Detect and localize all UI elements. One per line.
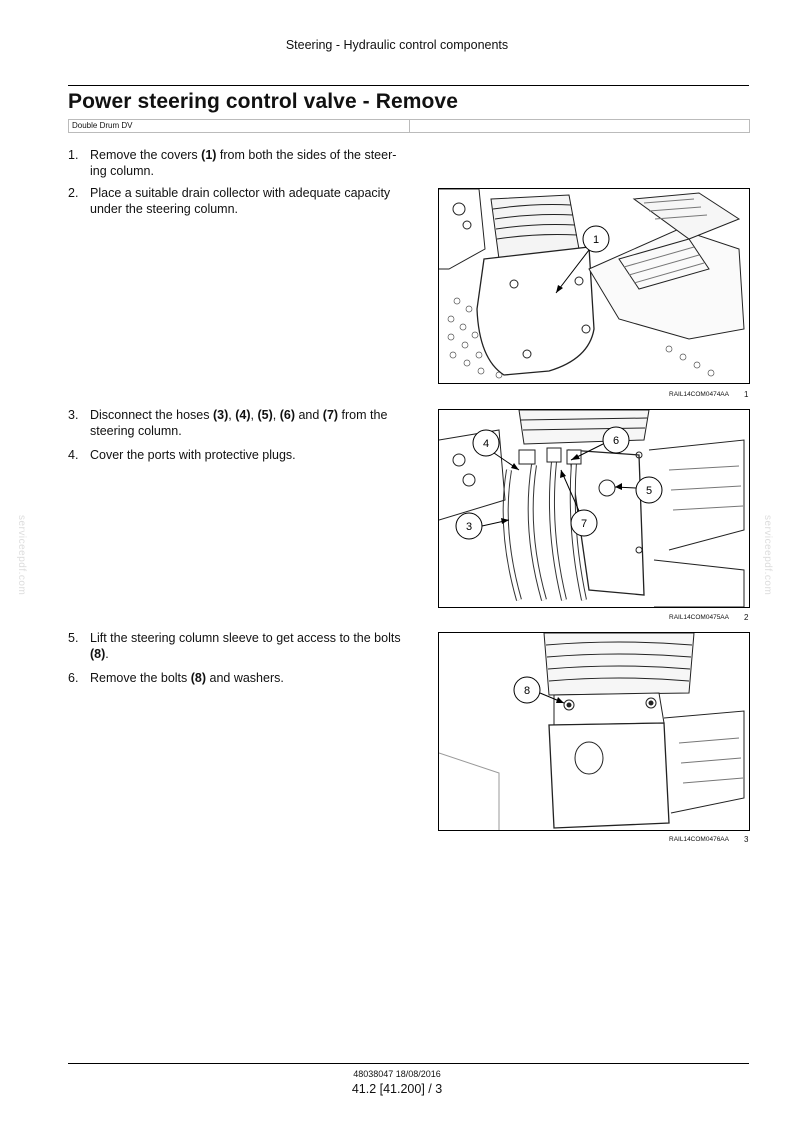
steering-cover-drawing [439, 189, 749, 383]
table-divider [409, 120, 410, 132]
applicability-table [68, 119, 750, 133]
callout-7: 7 [580, 518, 588, 530]
step-text [90, 631, 412, 662]
figure-1-number: 1 [744, 390, 749, 399]
step-text [90, 148, 412, 179]
callout-8: 8 [523, 685, 531, 697]
reference-number: (8) [90, 646, 106, 661]
step-number: 3. [68, 408, 79, 422]
step-text-run: . [105, 646, 109, 661]
step-number: 6. [68, 671, 79, 685]
page-title: Power steering control valve - Remove [68, 90, 458, 113]
step-text-run: Disconnect the hoses [90, 408, 213, 422]
reference-number: (4) [235, 408, 251, 422]
watermark-right: serviceepdf.com [762, 515, 773, 596]
step-text-run: , [228, 408, 236, 422]
step-text [90, 671, 412, 687]
step-text [90, 448, 412, 464]
reference-number: (6) [279, 408, 295, 422]
figure-3-number: 3 [744, 835, 749, 844]
step-number: 5. [68, 631, 79, 645]
step-number: 1. [68, 148, 79, 162]
model-label: Double Drum DV [72, 121, 133, 130]
step-text [90, 408, 412, 439]
step-text [90, 186, 412, 217]
step-text-run: Place a suitable drain collector with adequate capacity under the steering column. [90, 186, 391, 216]
step-text-run: Lift the steering column sleeve to get access to the bolts [90, 631, 401, 645]
reference-number: (1) [201, 148, 217, 162]
watermark-left: serviceepdf.com [16, 515, 27, 596]
callout-3: 3 [465, 521, 473, 533]
header-rule [68, 85, 749, 86]
step-text-run: Remove the covers [90, 148, 202, 162]
callout-4: 4 [482, 438, 490, 450]
reference-number: (5) [257, 408, 273, 422]
callout-5: 5 [645, 485, 653, 497]
figure-2-illustration [438, 409, 750, 608]
figure-1-code: RAIL14COM0474AA [669, 391, 729, 398]
step-text-run: , [250, 408, 258, 422]
footer-rule [68, 1063, 749, 1064]
reference-number: (8) [190, 671, 207, 685]
steering-bolts-drawing [439, 633, 749, 830]
running-header: Steering - Hydraulic control components [285, 38, 509, 52]
callout-6: 6 [612, 435, 620, 447]
step-number: 2. [68, 186, 79, 200]
figure-2-code: RAIL14COM0475AA [669, 614, 729, 621]
footer-page-number: 41.2 [41.200] / 3 [351, 1082, 443, 1096]
callout-1: 1 [592, 234, 600, 246]
reference-number: (7) [322, 408, 339, 422]
figure-2-number: 2 [744, 613, 749, 622]
figure-3-code: RAIL14COM0476AA [669, 836, 729, 843]
step-text-run: , [272, 408, 280, 422]
step-text-run: and [294, 408, 323, 422]
reference-number: (3) [213, 408, 229, 422]
step-text-run: from both the sides of the steer-ing column. [90, 148, 397, 178]
figure-1-illustration [438, 188, 750, 384]
figure-3-illustration [438, 632, 750, 831]
step-text-run: and washers. [206, 671, 284, 685]
step-number: 4. [68, 448, 79, 462]
step-text-run: from the steering column. [90, 408, 388, 438]
footer-doc-number: 48038047 18/08/2016 [353, 1069, 441, 1079]
steering-hoses-drawing [439, 410, 749, 607]
step-text-run: Remove the bolts [90, 671, 191, 685]
step-text-run: Cover the ports with protective plugs. [90, 448, 296, 462]
